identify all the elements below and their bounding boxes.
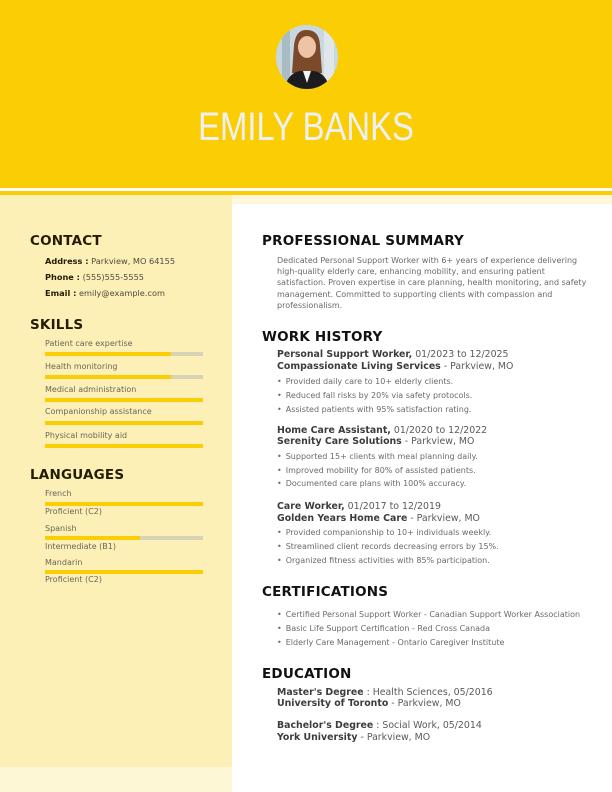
company-name: Golden Years Home Care <box>277 513 408 524</box>
job-title <box>277 501 441 512</box>
certification-item: • Elderly Care Management - Ontario Caregiver Institute <box>277 638 504 647</box>
job-bullet: • Reduced fall risks by 20% via safety protocols. <box>277 391 472 400</box>
address-value: Parkview, MO 64155 <box>91 256 176 266</box>
address-label: Address : <box>45 256 89 266</box>
school-name: University of Toronto <box>277 698 389 709</box>
skill-label: Companionship assistance <box>45 407 152 416</box>
job-location: - Parkview, MO <box>443 361 514 372</box>
job-role: Home Care Assistant, <box>277 425 391 436</box>
job-dates: 01/2023 to 12/2025 <box>415 349 509 360</box>
language-bar-fill <box>45 570 203 574</box>
profile-photo-image <box>276 25 338 89</box>
contact-address <box>45 256 175 266</box>
profile-photo <box>276 25 338 89</box>
email-label: Email : <box>45 288 77 298</box>
job-title <box>277 425 487 436</box>
contact-phone <box>45 272 144 282</box>
language-bar <box>45 536 203 540</box>
job-bullet: • Assisted patients with 95% satisfaction rating. <box>277 405 471 414</box>
education-degree <box>277 720 482 731</box>
resume-header <box>0 0 612 188</box>
skill-bar <box>45 444 203 448</box>
job-bullet: • Supported 15+ clients with meal planning daily. <box>277 452 478 461</box>
school-location: - Parkview, MO <box>360 732 431 743</box>
language-bar <box>45 570 203 574</box>
languages-heading: LANGUAGES <box>30 467 125 483</box>
job-bullet: • Improved mobility for 80% of assisted patients. <box>277 466 476 475</box>
job-bullet: • Documented care plans with 100% accuracy. <box>277 479 466 488</box>
skills-heading: SKILLS <box>30 317 84 333</box>
summary-text: Dedicated Personal Support Worker with 6+ years of experience delivering high-quality elderly care, enhancing mobility, and ensuring patient satisfaction. Proven expertise in care planning, health monitoring, and safety management. Committed to supporting clients with compassion and professionalism. <box>277 256 587 310</box>
education-school <box>277 732 430 743</box>
skill-label: Patient care expertise <box>45 339 133 348</box>
company-name: Serenity Care Solutions <box>277 436 402 447</box>
skill-bar-fill <box>45 375 171 379</box>
job-role: Care Worker, <box>277 501 345 512</box>
contact-email <box>45 288 165 298</box>
job-company <box>277 436 474 447</box>
language-proficiency: Intermediate (B1) <box>45 542 116 551</box>
phone-label: Phone : <box>45 272 80 282</box>
degree-field: : Social Work, 05/2014 <box>376 720 482 731</box>
skill-bar-fill <box>45 444 203 448</box>
language-label: French <box>45 489 72 498</box>
work-history-heading: WORK HISTORY <box>262 329 383 345</box>
education-heading: EDUCATION <box>262 666 352 682</box>
language-bar-fill <box>45 536 140 540</box>
job-location: - Parkview, MO <box>410 513 480 524</box>
phone-value: (555)555-5555 <box>82 272 145 282</box>
job-location: - Parkview, MO <box>404 436 475 447</box>
job-bullet: • Provided companionship to 10+ individuals weekly. <box>277 528 491 537</box>
certification-item: • Certified Personal Support Worker - Canadian Support Worker Association <box>277 610 580 619</box>
job-title <box>277 349 508 360</box>
summary-heading: PROFESSIONAL SUMMARY <box>262 233 465 249</box>
skill-bar-fill <box>45 352 171 356</box>
degree-name: Bachelor's Degree <box>277 720 374 731</box>
job-bullet: • Streamlined client records decreasing errors by 15%. <box>277 542 499 551</box>
education-school <box>277 698 461 709</box>
candidate-name: EMILY BANKS <box>198 105 414 149</box>
education-degree <box>277 687 493 698</box>
certifications-heading: CERTIFICATIONS <box>262 584 389 600</box>
language-label: Spanish <box>45 524 77 533</box>
email-value[interactable]: emily@example.com <box>79 288 165 298</box>
skill-bar <box>45 421 203 425</box>
degree-name: Master's Degree <box>277 687 364 698</box>
skill-bar-fill <box>45 398 203 402</box>
skill-label: Physical mobility aid <box>45 431 128 440</box>
job-role: Personal Support Worker, <box>277 349 413 360</box>
job-company <box>277 513 480 524</box>
job-company <box>277 361 513 372</box>
company-name: Compassionate Living Services <box>277 361 441 372</box>
skill-bar <box>45 375 203 379</box>
language-proficiency: Proficient (C2) <box>45 507 102 516</box>
skill-bar <box>45 352 203 356</box>
job-dates: 01/2017 to 12/2019 <box>347 501 441 512</box>
certification-item: • Basic Life Support Certification - Red Cross Canada <box>277 624 490 633</box>
language-label: Mandarin <box>45 558 83 567</box>
job-dates: 01/2020 to 12/2022 <box>393 425 488 436</box>
language-proficiency: Proficient (C2) <box>45 575 102 584</box>
skill-bar <box>45 398 203 402</box>
header-divider-light <box>232 195 612 204</box>
skill-bar-fill <box>45 421 203 425</box>
language-bar-fill <box>45 502 203 506</box>
school-name: York University <box>277 732 358 743</box>
school-location: - Parkview, MO <box>391 698 461 709</box>
sidebar-footer <box>0 767 232 792</box>
skill-label: Medical administration <box>45 385 137 394</box>
degree-field: : Health Sciences, 05/2016 <box>366 687 493 698</box>
skill-label: Health monitoring <box>45 362 118 371</box>
language-bar <box>45 502 203 506</box>
job-bullet: • Organized fitness activities with 85% participation. <box>277 556 490 565</box>
job-bullet: • Provided daily care to 10+ elderly clients. <box>277 377 453 386</box>
contact-heading: CONTACT <box>30 233 102 249</box>
